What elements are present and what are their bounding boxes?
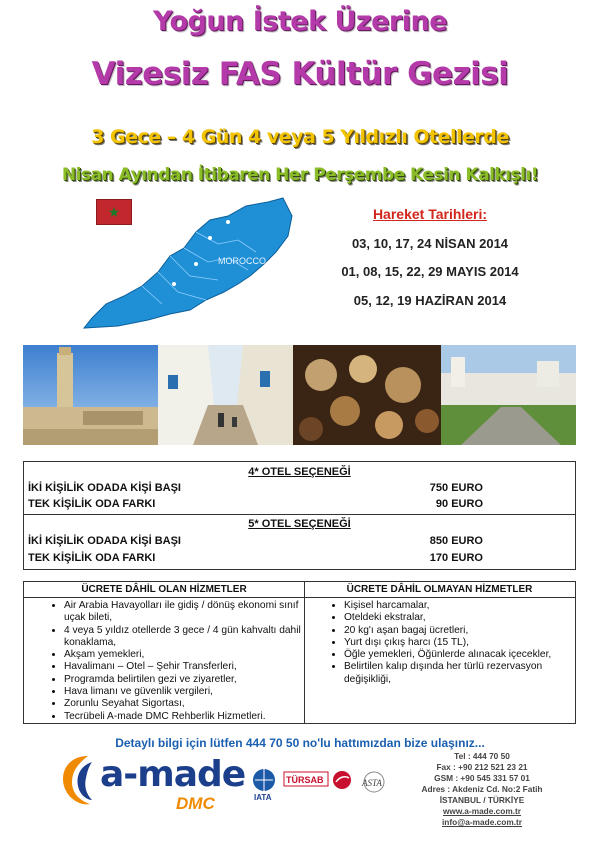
services-table [23,581,576,724]
headline-line2: Vizesiz FAS Kültür Gezisi [91,56,509,92]
list-item: • Akşam yemekleri, [64,649,304,661]
headline-line1: Yoğun İstek Üzerine [152,6,448,37]
list-item: • Tecrübeli A-made DMC Rehberlik Hizmetleri. [64,711,304,723]
contact-address: Adres : Akdeniz Cd. No:2 Fatih [421,784,543,794]
turkish-airlines-logo-icon [333,771,351,789]
price-row [24,496,575,512]
list-item: • Air Arabia Havayolları ile gidiş / dönüş ekonomi sınıf uçak bileti, [64,600,304,625]
departure-date: 01, 08, 15, 22, 29 MAYIS 2014 [341,264,519,279]
photo-strip [23,345,576,445]
list-item: • Havalimanı – Otel – Şehir Transferleri, [64,661,304,673]
contact-cta: Detaylı bilgi için lütfen 444 70 50 no'lu hattımızdan bize ulaşınız... [115,736,485,750]
a-made-logo-icon [58,752,94,808]
hotel4-title: 4* OTEL SEÇENEĞİ [248,466,351,478]
departures-title: Hareket Tarihleri: [372,206,488,222]
departure-date: 05, 12, 19 HAZİRAN 2014 [353,293,507,308]
list-item: • Yurt dışı çıkış harcı (15 TL), [344,637,575,649]
brand-sub: DMC [176,794,215,813]
street-photo [158,345,293,445]
price-label: TEK KİŞİLİK ODA FARKI [28,552,156,564]
price-value: 90 EURO [435,498,483,510]
mosque-photo [23,345,158,445]
contact-fax: Fax : +90 212 521 23 21 [436,762,528,772]
website-link[interactable]: www.a-made.com.tr [442,806,522,816]
list-item: • Hava limanı ve güvenlik vergileri, [64,686,304,698]
market-lamps-photo [293,345,441,445]
headline-line4: Nisan Ayından İtibaren Her Perşembe Kesin Kalkışlı! [61,165,539,185]
price-label: İKİ KİŞİLİK ODADA KİŞİ BAŞI [28,482,181,494]
list-item: • Programda belirtilen gezi ve ziyaretler, [64,674,304,686]
contact-city: İSTANBUL / TÜRKİYE [439,795,525,805]
tursab-label: TÜRSAB [286,775,324,785]
asta-label: ASTA [362,778,382,788]
morocco-flag-icon: ★ [96,199,132,225]
price-value: 170 EURO [429,552,483,564]
price-row [24,533,575,549]
list-item: • Belirtilen kalıp dışında her türlü rezervasyon değişikliği, [344,661,575,686]
list-item: • Zorunlu Seyahat Sigortası, [64,698,304,710]
excluded-column [304,582,575,723]
list-item: • Oteldeki ekstralar, [344,612,575,624]
price-table [23,461,576,570]
list-item: • Kişisel harcamalar, [344,600,575,612]
price-value: 850 EURO [429,535,483,547]
city-photo [441,345,576,445]
divider [24,514,575,515]
included-list [24,600,304,723]
contact-tel: Tel : 444 70 50 [454,751,510,761]
list-item: • 4 veya 5 yıldız otellerde 3 gece / 4 gün kahvaltı dahil konaklama, [64,625,304,650]
price-label: İKİ KİŞİLİK ODADA KİŞİ BAŞI [28,535,181,547]
map-label: MOROCCO [218,256,266,266]
price-label: TEK KİŞİLİK ODA FARKI [28,498,156,510]
list-item: • Öğle yemekleri, Öğünlerde alınacak içecekler, [344,649,575,661]
iata-label: IATA [254,793,272,802]
brand-name: a-made [100,754,246,795]
price-row [24,480,575,496]
included-title: ÜCRETE DÂHİL OLAN HİZMETLER [24,582,304,598]
list-item: • 20 kg'ı aşan bagaj ücretleri, [344,625,575,637]
price-row [24,550,575,566]
contact-gsm: GSM : +90 545 331 57 01 [434,773,530,783]
asta-logo-icon [361,772,384,792]
headline-line3: 3 Gece – 4 Gün 4 veya 5 Yıldızlı Otellerde [91,126,509,148]
price-value: 750 EURO [429,482,483,494]
hotel5-title: 5* OTEL SEÇENEĞİ [248,518,351,530]
excluded-title: ÜCRETE DÂHİL OLMAYAN HİZMETLER [304,582,575,598]
tursab-logo-icon [284,772,328,786]
included-column [24,582,305,723]
departure-date: 03, 10, 17, 24 NİSAN 2014 [351,236,509,251]
iata-logo-icon [253,769,275,802]
association-logos [250,766,400,802]
excluded-list [304,600,575,686]
email-link[interactable]: info@a-made.com.tr [441,817,522,827]
